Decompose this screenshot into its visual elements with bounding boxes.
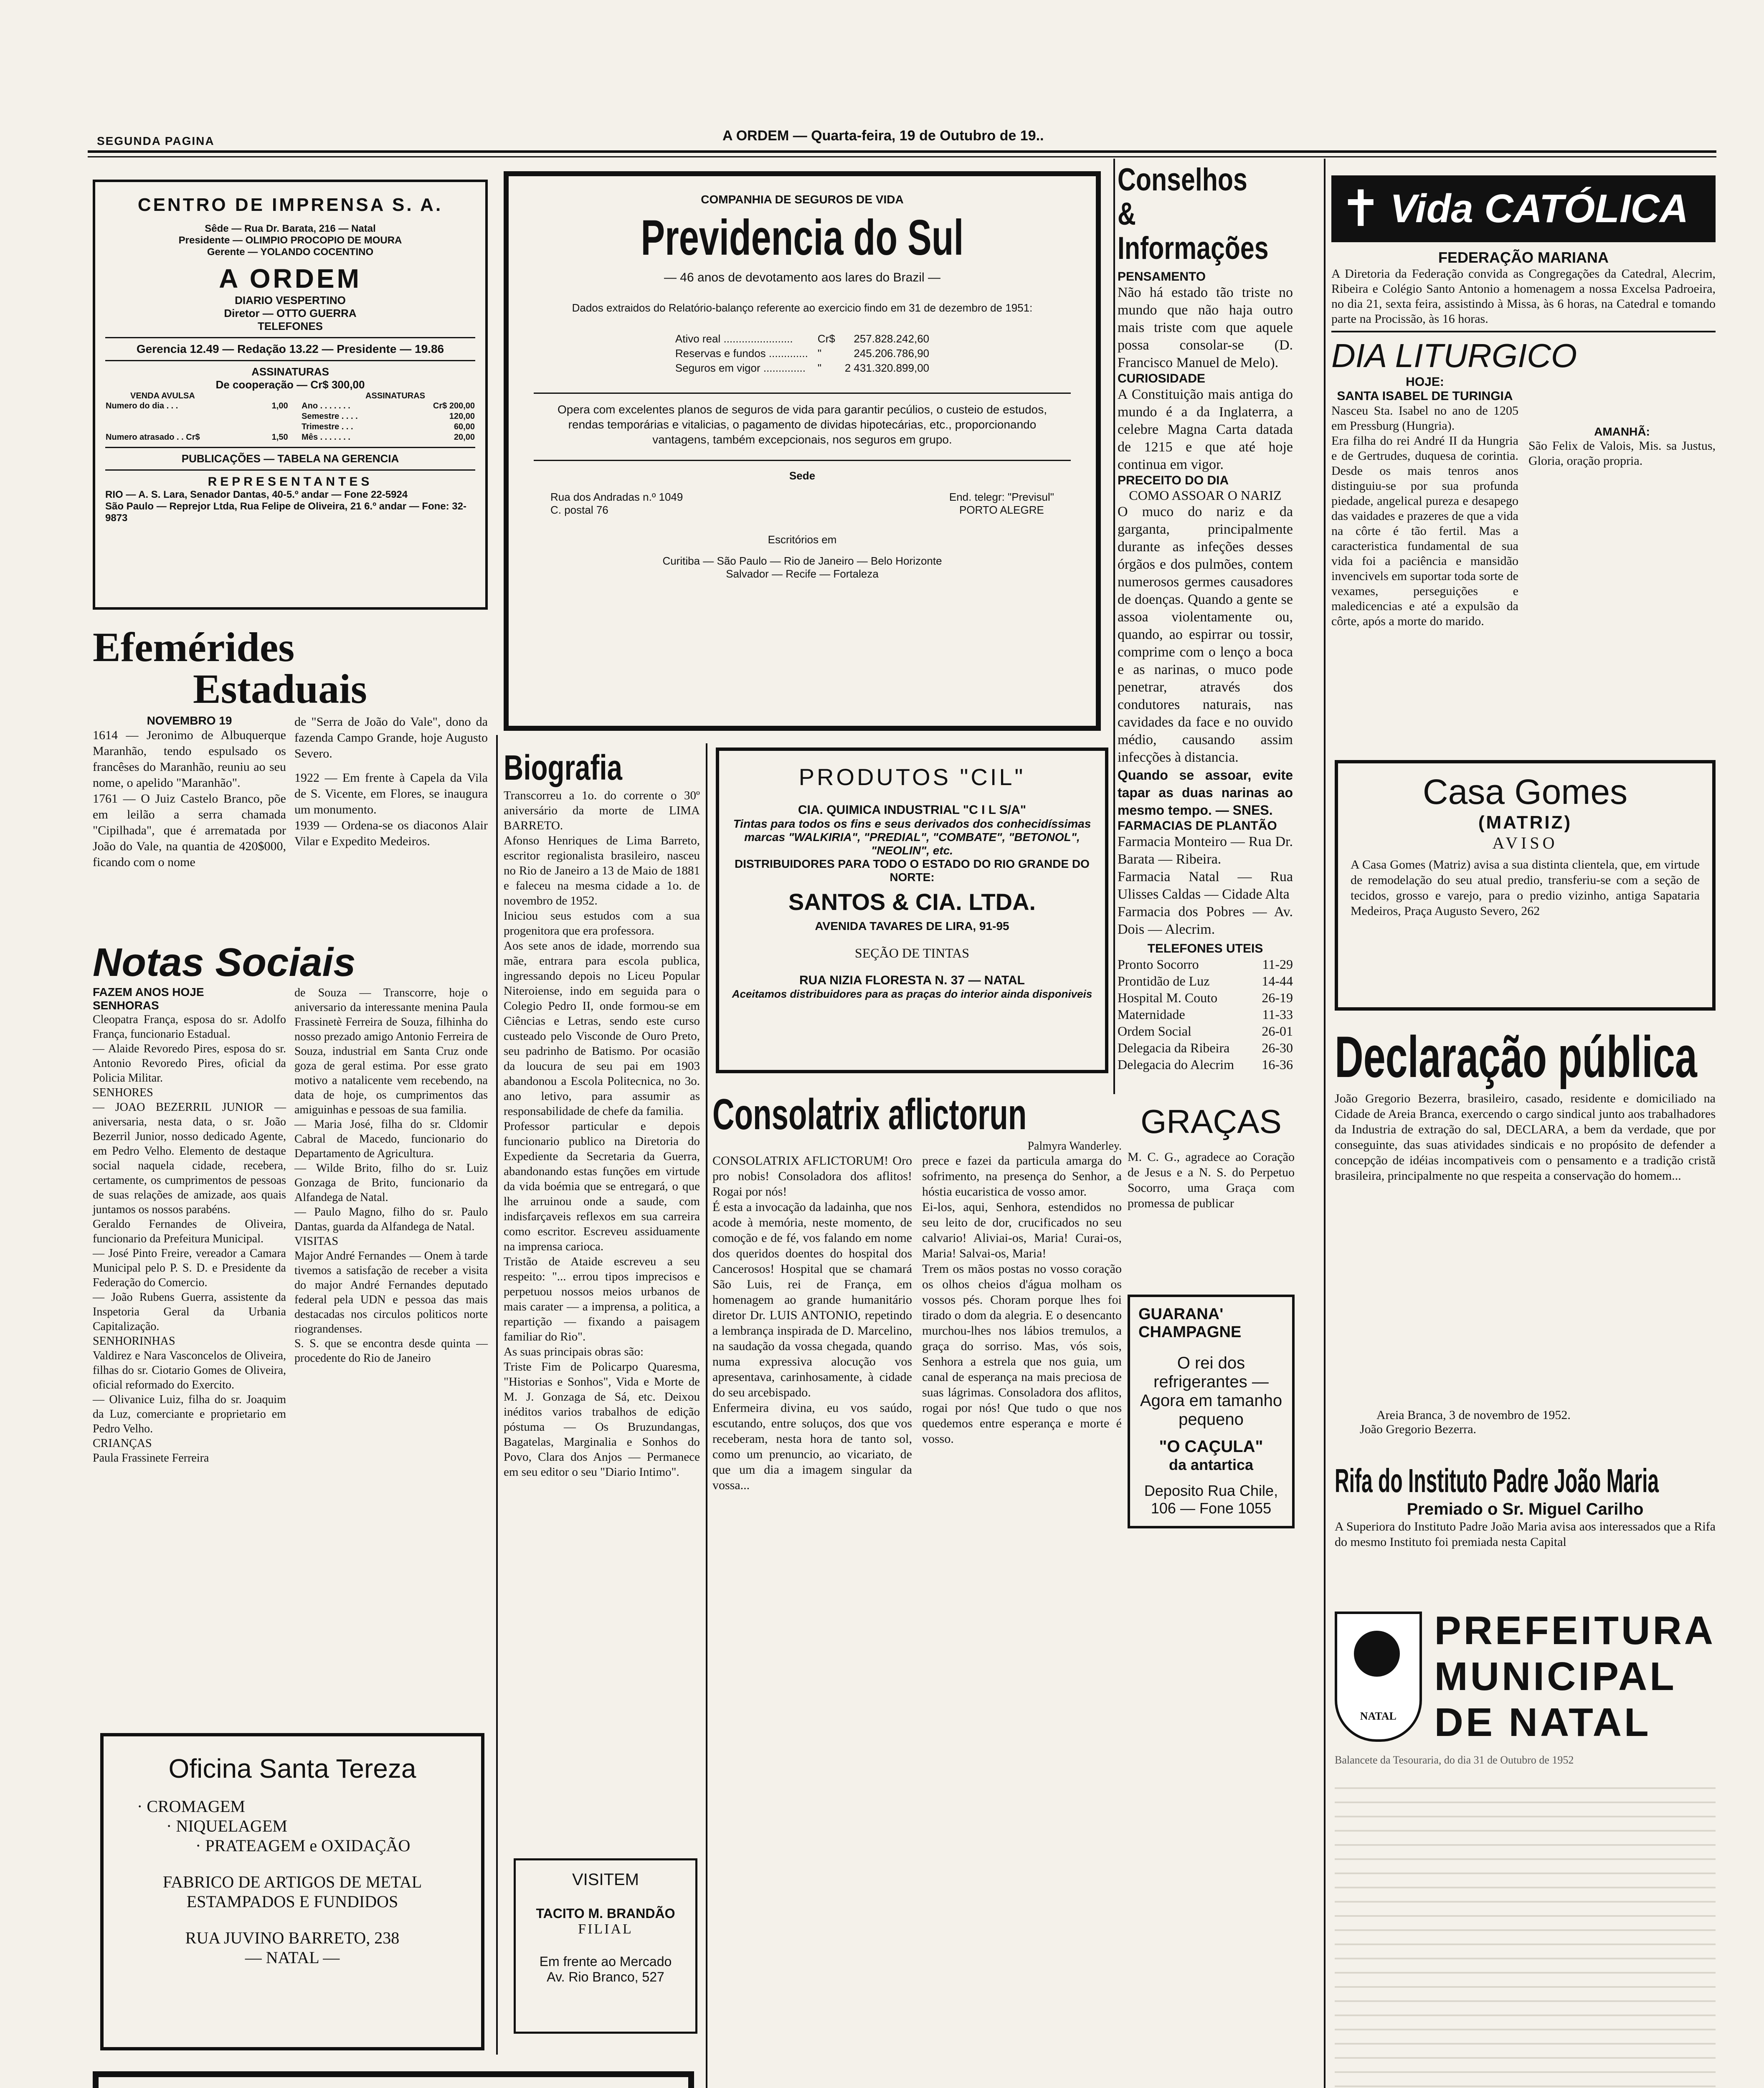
emblem-label: NATAL <box>1360 1710 1396 1722</box>
vida-catolica-title: Vida CATÓLICA <box>1390 186 1689 231</box>
casa-gomes-title: Casa Gomes <box>1422 772 1628 811</box>
table-row: Reservas e fundos ............. " 245.206.786,90 <box>675 347 930 360</box>
offices-label: Escritórios em <box>768 533 837 546</box>
efemerides-month: NOVEMBRO 19 <box>147 714 232 727</box>
declaracao-sign-date: Areia Branca, 3 de novembro de 1952. <box>1376 1408 1571 1422</box>
gracas-title: GRAÇAS <box>1141 1103 1282 1140</box>
centro-imprensa-box <box>93 180 488 610</box>
list-item: Delegacia do Alecrim 16-36 <box>1118 1057 1293 1072</box>
table-row: Ativo real ....................... Cr$ 257.828.242,60 <box>675 332 930 345</box>
centro-sede: Sêde — Rua Dr. Barata, 216 — Natal <box>205 223 376 234</box>
prefeitura-text: Balancete da Tesouraria, do dia 31 de Outubro de 1952 <box>1335 1754 1574 1766</box>
consolatrix-author: Palmyra Wanderley. <box>1027 1140 1122 1153</box>
casa-gomes-aviso: AVISO <box>1492 834 1558 852</box>
efemeride-1761: 1761 — O Juiz Castelo Branco, põe em leilão a serra chamada "Cipilhada", que é arrematada por João do Vale, na quantia de 420$000, ficando com o nome <box>93 792 286 869</box>
consolatrix-section <box>712 1090 1122 2063</box>
preceito-text: O muco do nariz e da garganta, principalmente durante as infeções desses órgãos e dos pulmões, contem numerosos germes causadores de doenças. Quando a gente se assoa violentamente ou, quando, ao espirrar ou tossir, comprime com o lenço a boca e as narinas, o muco pode penetrar, através dos condutores naturais, nas cavidades da face e no ouvido médio, causando assim infecções à distancia. <box>1118 504 1293 765</box>
prefeitura-line3: DE NATAL <box>1434 1700 1651 1745</box>
prefeitura-section <box>1335 1608 1716 2088</box>
oficina-address: RUA JUVINO BARRETO, 238 <box>185 1928 400 1947</box>
preceito-heading: PRECEITO DO DIA <box>1118 474 1229 487</box>
produtos-cia: CIA. QUIMICA INDUSTRIAL "C I L S/A" <box>798 803 1026 817</box>
guarana-line3: O rei dos refrigerantes — Agora em tamanho pequeno <box>1140 1354 1282 1429</box>
list-item: Hospital M. Couto 26-19 <box>1118 990 1293 1005</box>
cooperacao-line: De cooperação — Cr$ 300,00 <box>215 378 365 391</box>
efemerides-title-2: Estaduais <box>193 666 367 712</box>
list-item: Maternidade 11-33 <box>1118 1007 1293 1022</box>
santos-avenida: AVENIDA TAVARES DE LIRA, 91-95 <box>815 920 1009 933</box>
santos-cia: SANTOS & CIA. LTDA. <box>788 889 1036 915</box>
aniv-heading: FAZEM ANOS HOJE <box>93 986 204 998</box>
list-item: Pronto Socorro 11-29 <box>1118 957 1293 972</box>
efemeride-1922: 1922 — Em frente à Capela da Vila de S. Vicente, em Flores, se inaugura um monumento. <box>294 771 488 816</box>
visitem-title: VISITEM <box>572 1870 639 1889</box>
pensamento-text: Não há estado tão triste no mundo que não haja outro mais triste com que aquele possa consolar-se (D. Francisco Manuel de Melo). <box>1118 285 1293 370</box>
conselhos-title: Conselhos & <box>1118 162 1247 232</box>
notas-col1: Cleopatra França, esposa do sr. Adolfo França, funcionario Estadual. — Alaide Revoredo Pires, esposa do sr. Antonio Revoredo Pires, oficial da Policia Militar. SENHORES — JOAO BEZERRIL JUNIOR — aniversaria, nesta data, o sr. João Bezerril Junior, nosso dedicado Agente, em Pedro Velho. Elemento de destaque social naquela cidade, recebera, certamente, os cumprimentos de pessoas de suas relações de amizade, aos quais juntamos os nossos parabéns. Geraldo Fernandes de Oliveira, funcionario da Prefeitura Municipal. — José Pinto Freire, vereador a Camara Municipal pelo P. S. D. e Presidente da Federação do Comercio. — João Rubens Guerra, assistente da Inspetoria Geral da Urbania Capitalização. SENHORINHAS Valdirez e Nara Vasconcelos de Oliveira, filhas do sr. Ciotario Gomes de Oliveira, oficial reformado do Exercito. — Olivanice Luiz, filha do sr. Joaquim da Luz, comerciante e proprietario em Pedro Velho. CRIANÇAS Paula Frassinete Ferreira <box>93 1013 286 1465</box>
centro-gerente: Gerente — YOLANDO COCENTINO <box>207 246 374 258</box>
gracas-text: M. C. G., agradece ao Coração de Jesus e a N. S. do Perpetuo Socorro, uma Graça com promessa de publicar <box>1128 1150 1295 1210</box>
biografia-title: Biografia <box>504 748 622 787</box>
hoje-label: HOJE: <box>1406 375 1444 389</box>
oficina-line2: · NIQUELAGEM <box>166 1817 287 1835</box>
farmacias-heading: FARMACIAS DE PLANTÃO <box>1118 819 1277 833</box>
visitem-name: TACITO M. BRANDÃO <box>536 1906 675 1921</box>
telefones-label: TELEFONES <box>257 320 323 332</box>
biografia-section <box>504 748 700 1857</box>
oficina-title: Oficina Santa Tereza <box>168 1754 416 1784</box>
guarana-line2: CHAMPAGNE <box>1138 1323 1242 1341</box>
efemerides-title: Efemérides <box>93 624 295 670</box>
consolatrix-title: Consolatrix aflictorun <box>712 1090 1027 1139</box>
notas-title: Notas Sociais <box>93 940 356 985</box>
visitem-ad <box>514 1858 697 2034</box>
guarana-deposito: Deposito Rua Chile, 106 — Fone 1055 <box>1144 1482 1278 1517</box>
previdencia-telegr: End. telegr: "Previsul" <box>949 491 1054 503</box>
previdencia-body: Opera com excelentes planos de seguros de vida para garantir pecúlios, o custeio de estudos, rendas temporárias e vitalicias, o pagamento de dividas hipotecárias, etc., proporcionando vantagens, também excepcionais, nos seguros em grupo. <box>557 403 1047 446</box>
notas-sociais-section <box>93 940 488 1687</box>
sede-label: Sede <box>789 469 816 482</box>
previdencia-ad <box>504 171 1101 731</box>
produtos-aceitamos: Aceitamos distribuidores para as praças do interior ainda disponiveis <box>732 988 1092 1000</box>
offices-line2: Salvador — Recife — Fortaleza <box>726 568 879 580</box>
centro-title: CENTRO DE IMPRENSA S. A. <box>137 195 443 215</box>
balance-table <box>674 331 930 376</box>
previdencia-years: — 46 anos de devotamento aos lares do Brazil — <box>664 271 941 284</box>
rep-rio: RIO — A. S. Lara, Senador Dantas, 40-5.º andar — Fone 22-5924 <box>105 489 408 500</box>
table-row: Semestre . . . . 120,00 <box>302 412 475 421</box>
oficina-city: — NATAL — <box>245 1948 340 1967</box>
paper-name: A ORDEM <box>219 264 362 294</box>
visitem-addr1: Em frente ao Mercado <box>539 1954 672 1969</box>
table-row: Numero atrasado . . Cr$ 1,50 Mês . . . . . . . 20,00 <box>106 433 475 442</box>
phones-list <box>1118 956 1293 1073</box>
centro-presidente: Presidente — OLIMPIO PROCOPIO DE MOURA <box>178 235 402 246</box>
produtos-tintas: Tintas para todos os fins e seus derivados dos conhecidíssimas marcas "WALKIRIA", "PREDIAL", "COMBATE", "BETONOL", "NEOLIN", etc. <box>733 817 1091 857</box>
publicacoes-line: PUBLICAÇÕES — TABELA NA GERENCIA <box>181 452 399 465</box>
guarana-caculo: "O CAÇULA" <box>1159 1437 1263 1456</box>
guarana-ad <box>1128 1295 1295 1528</box>
oficina-line3: · PRATEAGEM e OXIDAÇÃO <box>195 1836 411 1855</box>
consolatrix-col1: CONSOLATRIX AFLICTORUM! Oro pro nobis! Consoladora dos aflitos! Rogai por nós! É esta a invocação da ladainha, que nos acode à memória, neste momento, de comoção e de fé, vos falando em nome dos queridos doentes do hospital dos Cancerosos! Hospital que se chamará São Luis, rei de França, em homenagem ao grande humanitário diretor Dr. LUIS ANTONIO, repetindo a lembrança inspirada de D. Marcelino, na saudação da vossa chegada, quando numa expressiva alocução vos apresentava, carinhosamente, à cidade do seu arcebispado. Enfermeira divina, eu vos saúdo, escutando, entre soluços, dos que vos receberam, nesta hora de tanto sol, como um prenuncio, ao vicariato, de que um dia a imagem singular da vossa... <box>712 1154 912 1492</box>
santa-text-2: Era filha do rei André II da Hungria e de Gertrudes, duquesa de corintia. Desde os mais tenros anos distinguiu-se por sua profunda piedade, angelical pureza e desapego das vaidades e prazeres de que a vida na côrte é tão fertil. Mas a caracteristica fundamental de sua vida foi a paciência e mansidão invencivels em suportar toda sorte de vexames, perseguições e maledicencias e até a expulsão da côrte, após a morte do marido. <box>1331 434 1518 628</box>
declaracao-text: João Gregorio Bezerra, brasileiro, casado, residente e domiciliado na Cidade de Areia Branca, exercendo o cargo sindical junto aos trabalhadores da Industria de extração do sal, DECLARA, a bem da verdade, que por conseguinte, das suas atividades sindicais e no propósito de defender a concepção de idéias incompativeis com o pensamento e a tradição cristã brasileira, principalmente no que respeita a conservação do homem... <box>1335 1092 1716 1183</box>
price-table <box>105 401 475 443</box>
casa-gomes-text: A Casa Gomes (Matriz) avisa a sua distinta clientela, que, em virtude de remodelação do seu atual predio, transferiu-se com a seção de tecidos, grosso e varejo, para o predio vizinho, antiga Sapataria Medeiros, Praça Augusto Severo, 262 <box>1351 858 1700 918</box>
conselhos-title2: Informações <box>1118 231 1269 266</box>
previdencia-company: COMPANHIA DE SEGUROS DE VIDA <box>701 193 904 206</box>
efemeride-cont: de "Serra de João do Vale", dono da fazenda Campo Grande, hoje Augusto Severo. <box>294 715 488 760</box>
offices-line1: Curitiba — São Paulo — Rio de Janeiro — Belo Horizonte <box>662 555 942 567</box>
rifa-text: A Superiora do Instituto Padre João Maria avisa aos interessados que a Rifa do mesmo Instituto foi premiada nesta Capital <box>1335 1520 1716 1549</box>
casa-gomes-matriz: (MATRIZ) <box>1478 812 1572 833</box>
produtos-dist: DISTRIBUIDORES PARA TODO O ESTADO DO RIO GRANDE DO NORTE: <box>735 857 1090 884</box>
oficina-line1: · CROMAGEM <box>137 1797 245 1816</box>
paulino-ad <box>93 2071 694 2088</box>
rep-sp: São Paulo — Reprejor Ltda, Rua Felipe de Oliveira, 21 6.º andar — Fone: 32-9873 <box>105 501 466 524</box>
table-row: Trimestre . . . 60,00 <box>302 422 475 431</box>
oficina-line4: FABRICO DE ARTIGOS DE METAL <box>162 1873 422 1891</box>
santa-name: SANTA ISABEL DE TURINGIA <box>1337 389 1513 403</box>
list-item: Delegacia da Ribeira 26-30 <box>1118 1040 1293 1055</box>
guarana-antartica: da antartica <box>1168 1456 1254 1473</box>
declaracao-signer: João Gregorio Bezerra. <box>1360 1422 1477 1436</box>
phones-line: Gerencia 12.49 — Redação 13.22 — Presidente — 19.86 <box>136 342 444 355</box>
efemerides-section <box>93 626 488 870</box>
previdencia-name: Previdencia do Sul <box>641 210 964 266</box>
farmacia-2: Farmacia Natal — Rua Ulisses Caldas — Cidade Alta <box>1118 869 1293 902</box>
paper-director: Diretor — OTTO GUERRA <box>224 307 357 319</box>
declaracao-title: Declaração pública <box>1335 1024 1697 1090</box>
venda-avulsa-label: VENDA AVULSA <box>130 391 195 400</box>
vida-catolica-banner <box>1331 175 1716 242</box>
masthead-rule <box>88 150 1716 153</box>
pensamento-heading: PENSAMENTO <box>1118 270 1206 284</box>
rifa-title: Rifa do Instituto Padre João Maria <box>1335 1462 1659 1499</box>
assinaturas-label: ASSINATURAS <box>251 365 329 378</box>
rifa-subtitle: Premiado o Sr. Miguel Carilho <box>1407 1500 1644 1518</box>
prefeitura-line1: PREFEITURA <box>1434 1608 1716 1653</box>
amanha-text: São Felix de Valois, Mis. sa Justus, Gloria, oração propria. <box>1528 439 1716 468</box>
dia-liturgico-heading: DIA LITURGICO <box>1331 337 1577 374</box>
notas-col2: de Souza — Transcorre, hoje o aniversario da interessante menina Paula Frassinetè Ferreira de Souza, filhinha do nosso prezado amigo Antonio Ferreira de Souza, industrial em Santa Cruz onde goza de geral estima. Por esse grato motivo a natalicente vem recebendo, na data de hoje, os cumprimentos das amiguinhas e pessoas de sua familia. — Maria José, filha do sr. Cldomir Cabral de Macedo, funcionario do Departamento de Agricultura. — Wilde Brito, filho do sr. Luiz Gonzaga de Brito, funcionario da Alfandega de Natal. — Paulo Magno, filho do sr. Paulo Dantas, guarda da Alfandega de Natal. VISITAS Major André Fernandes — Onem à tarde tivemos a satisfação de receber a visita do major André Fernandes deputado federal pela UDN e pessoa das mais destacadas nos circulos politicos norte riograndenses. S. S. que se encontra desde quinta — procedente do Rio de Janeiro <box>294 986 488 1365</box>
consolatrix-col2: prece e fazei da particula amarga do sofrimento, na presença do Senhor, a hóstia eucaristica de vosso amor. Ei-los, aqui, Senhora, estendidos no seu leito de dor, crucificados no seu calvario! Aliviai-os, Maria! Curai-os, Maria! Salvai-os, Maria! Trem os mãos postas no vosso coração os olhos cheios d'água molham os vossos pés. Choram porque lhes foi tirado o dom da alegria. E o desencanto murchou-lhes nos lábios tremulos, a graça do sorriso. Mas, vós sois, Senhora a estrela que nos guia, um canal de esperança na mais preciosa de suas lágrimas. Consoladora dos aflitos, rogai por nós! Que tudo o que nos quedemos entre esperança e morte é vosso. <box>922 1154 1122 1446</box>
city-emblem <box>1335 1612 1422 1742</box>
paper-subtitle: DIARIO VESPERTINO <box>235 294 346 307</box>
produtos-title: PRODUTOS "CIL" <box>798 764 1026 790</box>
previdencia-addr: Rua dos Andradas n.º 1049 <box>550 491 683 503</box>
curiosidade-text: A Constituição mais antiga do mundo é a da Inglaterra, a celebre Magna Carta datada de 1215 e que até hoje continua em vigor. <box>1118 387 1293 472</box>
produtos-cil-ad <box>716 748 1108 1073</box>
oficina-ad <box>100 1733 484 2050</box>
list-item: Prontidão de Luz 14-44 <box>1118 973 1293 988</box>
farmacia-3: Farmacia dos Pobres — Av. Dois — Alecrim. <box>1118 904 1293 937</box>
amanha-label: AMANHÃ: <box>1594 425 1650 438</box>
efemeride-1939: 1939 — Ordena-se os diaconos Alair Vilar e Expedito Medeiros. <box>294 818 488 848</box>
previdencia-postal: C. postal 76 <box>550 504 608 516</box>
oficina-line5: ESTAMPADOS E FUNDIDOS <box>186 1892 398 1911</box>
previdencia-city: PORTO ALEGRE <box>959 504 1044 516</box>
previdencia-extract: Dados extraidos do Relatório-balanço referente ao exercicio findo em 31 de dezembro de 1951: <box>572 302 1033 314</box>
federacao-text: A Diretoria da Federação convida as Congregações da Catedral, Alecrim, Ribeira e Colégio Santo Antonio a homenagem a nossa Excelsa Padroeira, no dia 21, sexta feira, assistindo à Missa, às 6 horas, na Catedral e tomando parte na Procissão, às 16 horas. <box>1331 267 1716 326</box>
table-row: Numero do dia . . . 1,00 Ano . . . . . . . Cr$ 200,00 <box>106 401 475 411</box>
preceito-text-2: Quando se assoar, evite tapar as duas narinas ao mesmo tempo. — SNES. <box>1118 768 1293 818</box>
visitem-addr2: Av. Rio Branco, 527 <box>547 1969 664 1984</box>
senhoras-heading: SENHORAS <box>93 999 159 1012</box>
casa-gomes-ad <box>1335 760 1716 1011</box>
cross-icon: ✝ <box>1340 181 1382 237</box>
efemeride-1614: 1614 — Jeronimo de Albuquerque Maranhão, tendo espulsado os francêses do Maranhão, reuniu ao seu nome, o apelido "Maranhão". <box>93 728 286 790</box>
rifa-section <box>1335 1462 1716 1550</box>
declaracao-section <box>1335 1023 1716 1437</box>
vida-catolica-column <box>1331 249 1716 628</box>
curiosidade-heading: CURIOSIDADE <box>1118 372 1206 385</box>
masthead-date: A ORDEM — Quarta-feira, 19 de Outubro de 19.. <box>722 128 1044 144</box>
visitem-filial: FILIAL <box>578 1921 633 1937</box>
produtos-rua: RUA NIZIA FLORESTA N. 37 — NATAL <box>799 973 1025 987</box>
preceito-subheading: COMO ASSOAR O NARIZ <box>1129 488 1282 503</box>
gracas-section <box>1128 1102 1295 1211</box>
assinaturas-col-label: ASSINATURAS <box>365 391 425 400</box>
secao-tintas: SEÇÃO DE TINTAS <box>854 945 970 960</box>
federacao-heading: FEDERAÇÃO MARIANA <box>1438 249 1609 266</box>
guarana-line1: GUARANA' <box>1138 1305 1224 1323</box>
page-section-label: SEGUNDA PAGINA <box>97 134 215 147</box>
representantes-label: REPRESENTANTES <box>208 475 373 489</box>
conselhos-column <box>1118 163 1293 1073</box>
santa-text-1: Nasceu Sta. Isabel no ano de 1205 em Pressburg (Hungria). <box>1331 404 1518 433</box>
list-item: Ordem Social 26-01 <box>1118 1024 1293 1039</box>
telefones-heading: TELEFONES UTEIS <box>1147 942 1263 955</box>
biografia-text: Transcorreu a 1o. do corrente o 30º aniversário da morte de LIMA BARRETO. Afonso Henriques de Lima Barreto, escritor regionalista brasileiro, nasceu no Rio de Janeiro a 13 de Maio de 1881 e faleceu na mesma cidade a 1o. de novembro de 1952. Iniciou seus estudos com a sua progenitora que era professora. Aos sete anos de idade, morrendo sua mãe, entrara para escola publica, ingressando depois no Liceu Popular Niteroiense, indo em seguida para o Colegio Pedro II, onde formou-se em Ciências e Letras, sendo este curso custeado pelo Visconde de Ouro Preto, seu padrinho de Batismo. Por ocasião da loucura de seu pai em 1903 abandonou a Escola Politecnica, no 3o. ano letivo, para assumir as responsabilidade de chefe da familia. Professor particular e depois funcionario publico na Diretoria do Expediente da Secretaria da Guerra, abandonando estas funções em virtude da vida boémia que se entregará, o que lhe arruinou onde a saude, com indisfarçaveis reflexos em sua carreira como escritor. Escreveu assiduamente na imprensa carioca. Tristão de Ataide escreveu a seu respeito: "... errou tipos imprecisos e perpetuou nossos meios urbanos de mais carater — a imprensa, a politica, a repartição — fixando a paisagem familiar do Rio". As suas principais obras são: Triste Fim de Policarpo Quaresma, "Historias e Sonhos", Vida e Morte de M. J. Gonzaga de Sá, etc. Deixou inéditos varios trabalhos de edição póstuma — Os Bruzundangas, Bagatelas, Marginalia e Sonhos do Povo, Clara dos Anjos — Permanece em seu editor o seu "Diario Intimo". <box>504 789 700 1479</box>
prefeitura-faded-area <box>1335 1775 1716 2088</box>
farmacia-1: Farmacia Monteiro — Rua Dr. Barata — Ribeira. <box>1118 834 1293 867</box>
prefeitura-line2: MUNICIPAL <box>1434 1654 1677 1699</box>
table-row: Seguros em vigor .............. " 2 431.320.899,00 <box>675 362 930 374</box>
